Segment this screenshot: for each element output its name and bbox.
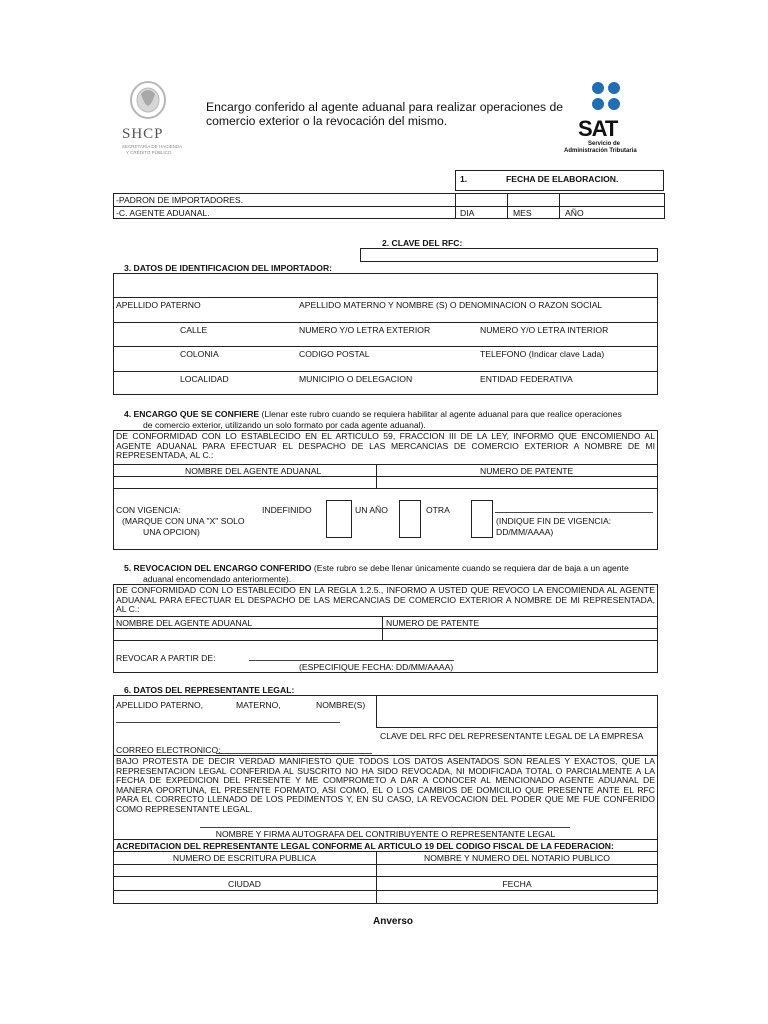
- firma-line[interactable]: [200, 827, 570, 828]
- rfc-input[interactable]: [360, 248, 658, 262]
- entidad-label: ENTIDAD FEDERATIVA: [480, 374, 573, 384]
- acreditacion-label: ACREDITACION DEL REPRESENTANTE LEGAL CONFORME AL ARTICULO 19 DEL CODIGO FISCAL DE LA FEDERACION:: [116, 841, 614, 851]
- section-5-note-1: (Este rubro se debe llenar únicamente cuando se requiera dar de baja a un agente: [311, 563, 629, 573]
- numero-exterior-label: NUMERO Y/O LETRA EXTERIOR: [299, 325, 431, 335]
- colonia-label: COLONIA: [180, 349, 219, 359]
- padron-label: -PADRON DE IMPORTADORES.: [116, 195, 244, 205]
- apellido-paterno-label: APELLIDO PATERNO: [116, 300, 201, 310]
- vigencia-label: CON VIGENCIA:: [116, 505, 181, 515]
- codigo-postal-label: CODIGO POSTAL: [299, 349, 370, 359]
- notario-label: NOMBRE Y NUMERO DEL NOTARIO PUBLICO: [424, 853, 610, 863]
- form-title: [206, 100, 563, 128]
- anio-field[interactable]: AÑO: [565, 208, 584, 218]
- sat-dots-icon: [586, 80, 626, 120]
- rep-nombres-label: NOMBRE(S): [316, 700, 366, 710]
- indefinido-checkbox[interactable]: [326, 500, 352, 538]
- anverso-label: Anverso: [373, 916, 414, 927]
- municipio-label: MUNICIPIO O DELEGACION: [299, 374, 413, 384]
- especifique-label: (ESPECIFIQUE FECHA: DD/MM/AAAA): [299, 662, 454, 672]
- telefono-label: TELEFONO (Indicar clave Lada): [480, 349, 605, 359]
- localidad-label: LOCALIDAD: [180, 374, 229, 384]
- calle-label: CALLE: [180, 325, 208, 335]
- indefinido-label: INDEFINIDO: [262, 505, 312, 515]
- rep-nombre-line[interactable]: [116, 722, 340, 723]
- section-4-heading: [124, 409, 622, 419]
- revocacion-paragraph: DE CONFORMIDAD CON LO ESTABLECIDO EN LA REGLA 1.2.5., INFORMO A USTED QUE REVOCO LA ENCOMIENDA AL AGENTE ADUANAL PARA EFECTUAR EL DESPACHO DE LAS MERCANCIAS DE COMERCIO EXTERIOR A NOMBRE DE MI REPRESENTADA, AL C.:: [116, 585, 655, 615]
- marque-label-2: UNA OPCION): [143, 527, 200, 537]
- otra-checkbox[interactable]: [471, 500, 493, 538]
- revocacion-numero-patente-label: NUMERO DE PATENTE: [386, 618, 480, 628]
- protesta-paragraph: BAJO PROTESTA DE DECIR VERDAD MANIFIESTO QUE TODOS LOS DATOS ASENTADOS SON REALES Y EXACTOS, QUE LA REPRESENTACION LEGAL CONFERIDA AL SUSCRITO NO HA SIDO REVOCADA, NI MODIFICADA TOTAL O PARCIALMENTE A LA FECHA DE EXPEDICION DEL PRESENTE Y ME COMPROMETO A DAR A CONOCER AL MENCIONADO AGENTE ADUANAL DE MANERA OPORTUNA, EL PRESENTE FORMATO, ASI COMO, EL O LOS CAMBIOS DE DOMICILIO QUE PRESENTE ANTE EL RFC PARA EL CORRECTO LLENADO DE LOS PEDIMENTOS Y, EN SU CASO, LA REVOCACION DEL PODER QUE ME FUE CONFERIDO COMO REPRESENTANTE LEGAL.: [116, 756, 655, 814]
- marque-label-1: (MARQUE CON UNA "X" SOLO: [122, 516, 245, 526]
- indique-label-1: (INDIQUE FIN DE VIGENCIA:: [496, 516, 612, 526]
- ciudad-label: CIUDAD: [228, 879, 261, 889]
- section-4-note-2: de comercio exterior, utilizando un solo formato por cada agente aduanal).: [143, 420, 426, 430]
- revocacion-nombre-agente-label: NOMBRE DEL AGENTE ADUANAL: [116, 618, 253, 628]
- dia-field[interactable]: DIA: [460, 208, 475, 218]
- correo-line[interactable]: [216, 753, 372, 754]
- section-3-title: 3. DATOS DE IDENTIFICACION DEL IMPORTADOR:: [124, 263, 333, 273]
- revocar-fecha-line[interactable]: [249, 660, 454, 661]
- sat-text: SAT: [578, 116, 618, 141]
- sat-subtitle-1: Servicio de: [588, 141, 621, 147]
- shcp-logo: [108, 78, 188, 160]
- rep-apellido-label: APELLIDO PATERNO,: [116, 700, 204, 710]
- section-1-title: FECHA DE ELABORACION.: [506, 174, 619, 184]
- un-anio-checkbox[interactable]: [399, 500, 421, 538]
- firma-label: NOMBRE Y FIRMA AUTOGRAFA DEL CONTRIBUYENTE O REPRESENTANTE LEGAL: [215, 829, 556, 839]
- shcp-text: SHCP: [122, 126, 164, 142]
- section-5-heading: [124, 563, 629, 573]
- numero-patente-label: NUMERO DE PATENTE: [480, 466, 574, 476]
- fin-vigencia-line[interactable]: [495, 512, 653, 513]
- apellido-materno-label: APELLIDO MATERNO Y NOMBRE (S) O DENOMINACION O RAZON SOCIAL: [299, 300, 603, 310]
- correo-label: CORREO ELECTRONICO:: [116, 745, 221, 755]
- mes-field[interactable]: MES: [513, 208, 532, 218]
- mexican-seal-icon: [108, 78, 188, 126]
- shcp-subtitle-2: Y CRÉDITO PÚBLICO: [126, 150, 172, 155]
- section-5-title: 5. REVOCACION DEL ENCARGO CONFERIDO: [124, 563, 312, 573]
- un-anio-label: UN AÑO: [355, 505, 388, 515]
- sat-subtitle-2: Administración Tributaria: [564, 148, 637, 154]
- section-4-title: 4. ENCARGO QUE SE CONFIERE: [124, 409, 260, 419]
- encargo-paragraph: DE CONFORMIDAD CON LO ESTABLECIDO EN EL ARTICULO 59, FRACCION III DE LA LEY, INFORMO QUE ENCOMIENDO AL AGENTE ADUANAL PARA EFECTUAR EL DESPACHO DE LAS MERCANCIAS DE COMERCIO EXTERIOR A NOMBRE DE MI REPRESENTADA, AL C.:: [116, 431, 655, 461]
- indique-label-2: DD/MM/AAAA): [496, 527, 554, 537]
- section-2-title: 2. CLAVE DEL RFC:: [382, 238, 463, 248]
- fecha-label: FECHA: [502, 879, 532, 889]
- agente-label: -C. AGENTE ADUANAL.: [116, 208, 210, 218]
- section-4-note-1: (Llenar este rubro cuando se requiera habilitar al agente aduanal para que realice operaciones: [259, 409, 622, 419]
- form-title-line-2: comercio exterior o la revocación del mismo.: [206, 114, 448, 128]
- rep-materno-label: MATERNO,: [236, 700, 281, 710]
- clave-rfc-rep-label: CLAVE DEL RFC DEL REPRESENTANTE LEGAL DE LA EMPRESA: [380, 731, 644, 741]
- nombre-agente-label: NOMBRE DEL AGENTE ADUANAL: [185, 466, 322, 476]
- shcp-subtitle-1: SECRETARÍA DE HACIENDA: [122, 144, 183, 149]
- section-6-title: 6. DATOS DEL REPRESENTANTE LEGAL:: [124, 685, 295, 695]
- otra-label: OTRA: [426, 505, 450, 515]
- section-5-note-2: aduanal encomendado anteriormente).: [143, 574, 292, 584]
- escritura-label: NUMERO DE ESCRITURA PUBLICA: [172, 853, 317, 863]
- form-title-line-1: Encargo conferido al agente aduanal para realizar operaciones de: [206, 100, 564, 114]
- numero-interior-label: NUMERO Y/O LETRA INTERIOR: [480, 325, 609, 335]
- section-1-number: 1.: [460, 174, 468, 184]
- sat-logo: [560, 80, 660, 160]
- revocar-label: REVOCAR A PARTIR DE:: [116, 653, 216, 663]
